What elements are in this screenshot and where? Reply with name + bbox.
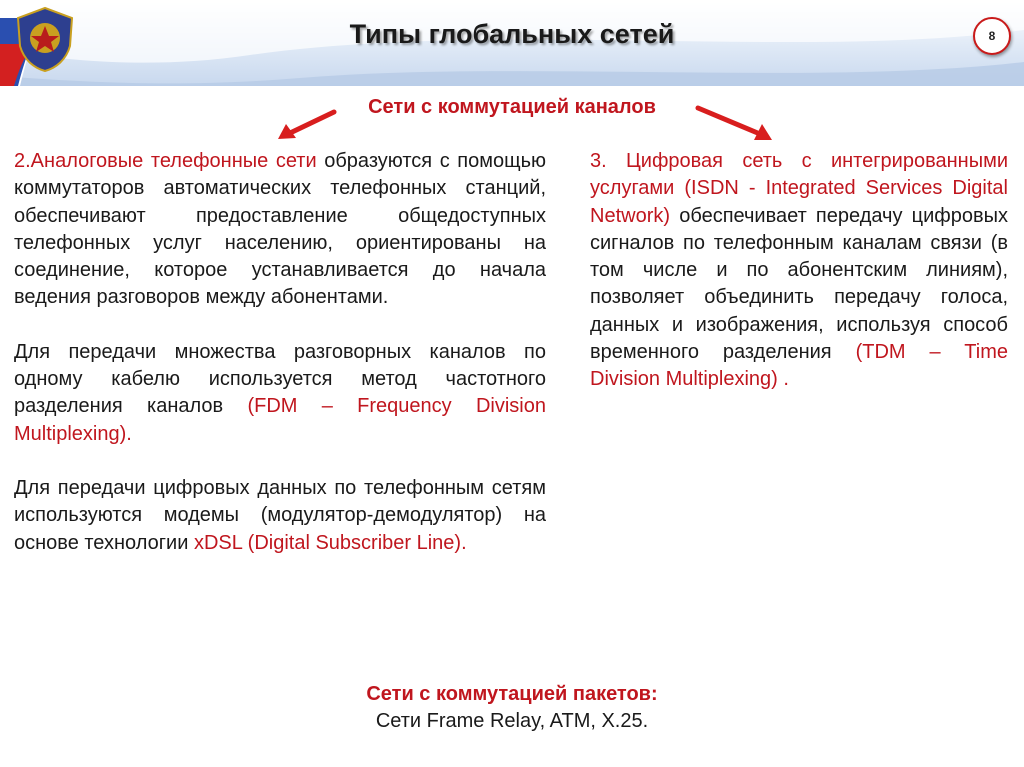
- packet-switching-heading: Сети с коммутацией пакетов:: [366, 683, 658, 705]
- analog-networks-term: 2.Аналоговые телефонные сети: [14, 150, 317, 172]
- page-number-badge: 8: [973, 17, 1011, 55]
- left-column: [14, 148, 546, 557]
- xdsl-paragraph: [14, 475, 546, 557]
- fdm-text: Для передачи множества разговорных каналов по одному кабелю используется метод частотного разделения каналов: [14, 340, 546, 418]
- header-bar: [0, 0, 1024, 86]
- arrow-right-icon: [694, 104, 776, 144]
- xdsl-text: Для передачи цифровых данных по телефонным сетям используются модемы (модулятор-демодулятор) на основе технологии: [14, 476, 546, 554]
- fdm-paragraph: [14, 339, 546, 448]
- isdn-paragraph: [590, 148, 1008, 394]
- isdn-term: 3. Цифровая сеть с интегрированными услугами (ISDN - Integrated Services Digital Network): [590, 150, 1008, 227]
- right-column: [590, 148, 1008, 394]
- circuit-switching-heading: Сети с коммутацией каналов: [368, 96, 656, 118]
- analog-networks-paragraph: [14, 148, 546, 312]
- isdn-text: обеспечивает передачу цифровых сигналов по телефонным каналам связи (в том числе и по абонентским линиям), позволяет объединить передачу голоса, данных и изображения, используя способ временного разделения: [590, 204, 1008, 364]
- fdm-term: (FDM – Frequency Division Multiplexing).: [14, 395, 546, 445]
- packet-switching-examples: Сети Frame Relay, ATM, X.25.: [375, 710, 649, 732]
- tdm-term: (TDM – Time Division Multiplexing) .: [590, 341, 1008, 391]
- analog-networks-text: образуются с помощью коммутаторов автоматических телефонных станций, обеспечивают предоставление общедоступных телефонных услуг населению, ориентированы на соединение, которое устанавливается до начала ведения разговоров между абонентами.: [14, 150, 546, 309]
- xdsl-term: xDSL (Digital Subscriber Line).: [193, 531, 467, 554]
- page-title: Типы глобальных сетей: [349, 19, 675, 49]
- arrow-left-icon: [276, 108, 338, 142]
